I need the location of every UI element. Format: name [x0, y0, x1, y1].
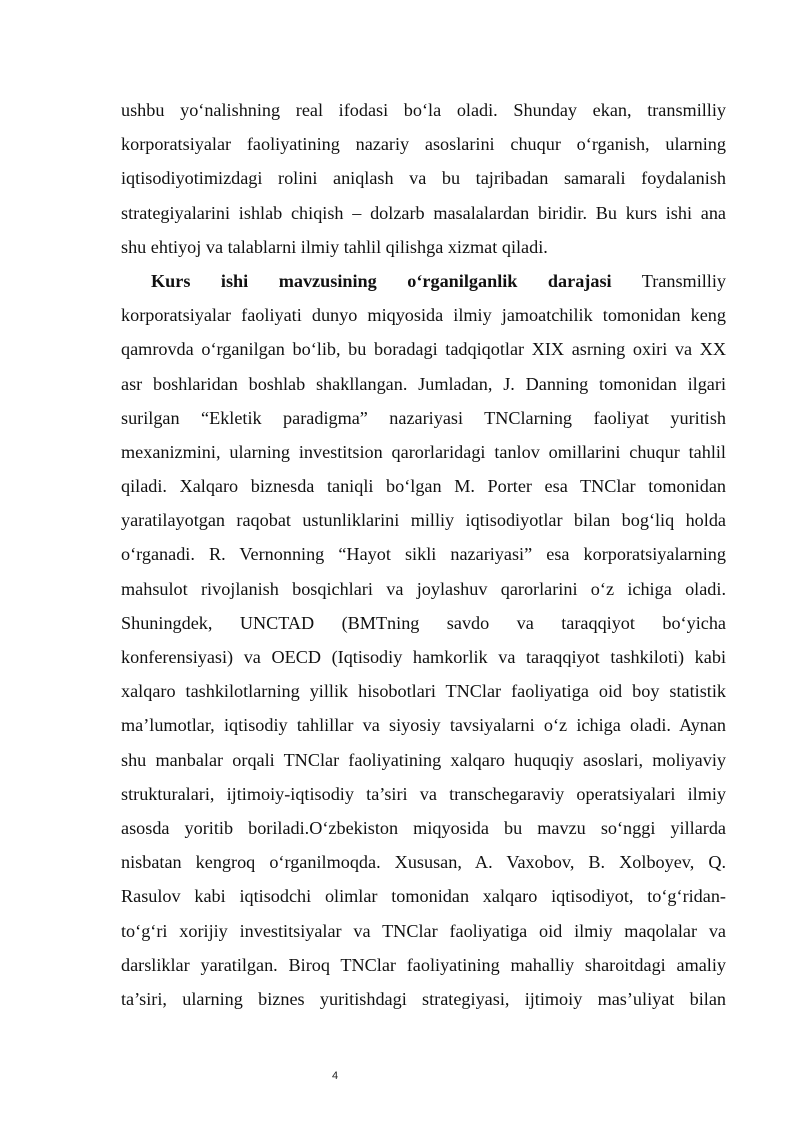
text-line: ma’lumotlar, iqtisodiy tahlillar va siyosiy tavsiyalarni o‘z ichiga oladi. Aynan [121, 715, 726, 736]
text-line: o‘rganadi. R. Vernonning “Hayot sikli nazariyasi” esa korporatsiyalarning [121, 544, 726, 565]
text-line: qiladi. Xalqaro biznesda taniqli bo‘lgan M. Porter esa TNClar tomonidan [121, 476, 726, 497]
text-line: ushbu yo‘nalishning real ifodasi bo‘la oladi. Shunday ekan, transmilliy [121, 100, 726, 120]
paragraph-continuation [121, 93, 726, 264]
paragraph-first-line [121, 264, 726, 298]
text-line: strukturalari, ijtimoiy-iqtisodiy ta’siri va transchegaraviy operatsiyalari ilmiy [121, 783, 726, 804]
body-text [121, 93, 726, 1016]
text-line: asosda yoritib boriladi.O‘zbekiston miqyosida bu mavzu so‘nggi yillarda [121, 817, 726, 838]
text-line: korporatsiyalar faoliyati dunyo miqyosida ilmiy jamoatchilik tomonidan keng [121, 305, 726, 326]
text-line: darsliklar yaratilgan. Biroq TNClar faoliyatining mahalliy sharoitdagi amaliy [121, 954, 726, 975]
text-line: korporatsiyalar faoliyatining nazariy asoslarini chuqur o‘rganish, ularning [121, 134, 726, 155]
text-line: nisbatan kengroq o‘rganilmoqda. Xususan, A. Vaxobov, B. Xolboyev, Q. [121, 852, 726, 873]
text-fragment: Transmilliy [641, 270, 726, 291]
text-line: strategiyalarini ishlab chiqish – dolzarb masalalardan biridir. Bu kurs ishi ana [121, 202, 726, 223]
paragraph-literature-review [121, 264, 726, 1016]
page-number: 4 [331, 1070, 339, 1082]
text-line: to‘g‘ri xorijiy investitsiyalar va TNClar faoliyatiga oid ilmiy maqolalar va [121, 920, 726, 941]
text-line: ta’siri, ularning biznes yuritishdagi strategiyasi, ijtimoiy mas’uliyat bilan [121, 988, 726, 1009]
text-line: mahsulot rivojlanish bosqichlari va joylashuv qarorlarini o‘z ichiga oladi. [121, 578, 726, 599]
text-line: xalqaro tashkilotlarning yillik hisobotlari TNClar faoliyatiga oid boy statistik [121, 681, 726, 702]
text-line: mexanizmini, ularning investitsion qarorlaridagi tanlov omillarini chuqur tahlil [121, 441, 726, 462]
text-line: iqtisodiyotimizdagi rolini aniqlash va bu tajribadan samarali foydalanish [121, 168, 726, 189]
text-line: surilgan “Ekletik paradigma” nazariyasi TNClarning faoliyat yuritish [121, 407, 726, 428]
text-line: Shuningdek, UNCTAD (BMTning savdo va taraqqiyot bo‘yicha [121, 612, 726, 633]
text-line: konferensiyasi) va OECD (Iqtisodiy hamkorlik va taraqqiyot tashkiloti) kabi [121, 647, 726, 667]
text-line: asr boshlaridan boshlab shakllangan. Jumladan, J. Danning tomonidan ilgari [121, 373, 726, 394]
text-line: Rasulov kabi iqtisodchi olimlar tomonidan xalqaro iqtisodiyot, to‘g‘ridan- [121, 886, 726, 907]
text-line: qamrovda o‘rganilgan bo‘lib, bu boradagi tadqiqotlar XIX asrning oxiri va XX [121, 339, 726, 360]
section-heading: Kurs ishi mavzusining o‘rganilganlik darajasi [151, 270, 612, 291]
text-line: yaratilayotgan raqobat ustunliklarini milliy iqtisodiyotlar bilan bog‘liq holda [121, 510, 726, 531]
text-line: shu manbalar orqali TNClar faoliyatining xalqaro huquqiy asoslari, moliyaviy [121, 749, 726, 770]
text-line: shu ehtiyoj va talablarni ilmiy tahlil qilishga xizmat qiladi. [121, 236, 548, 257]
